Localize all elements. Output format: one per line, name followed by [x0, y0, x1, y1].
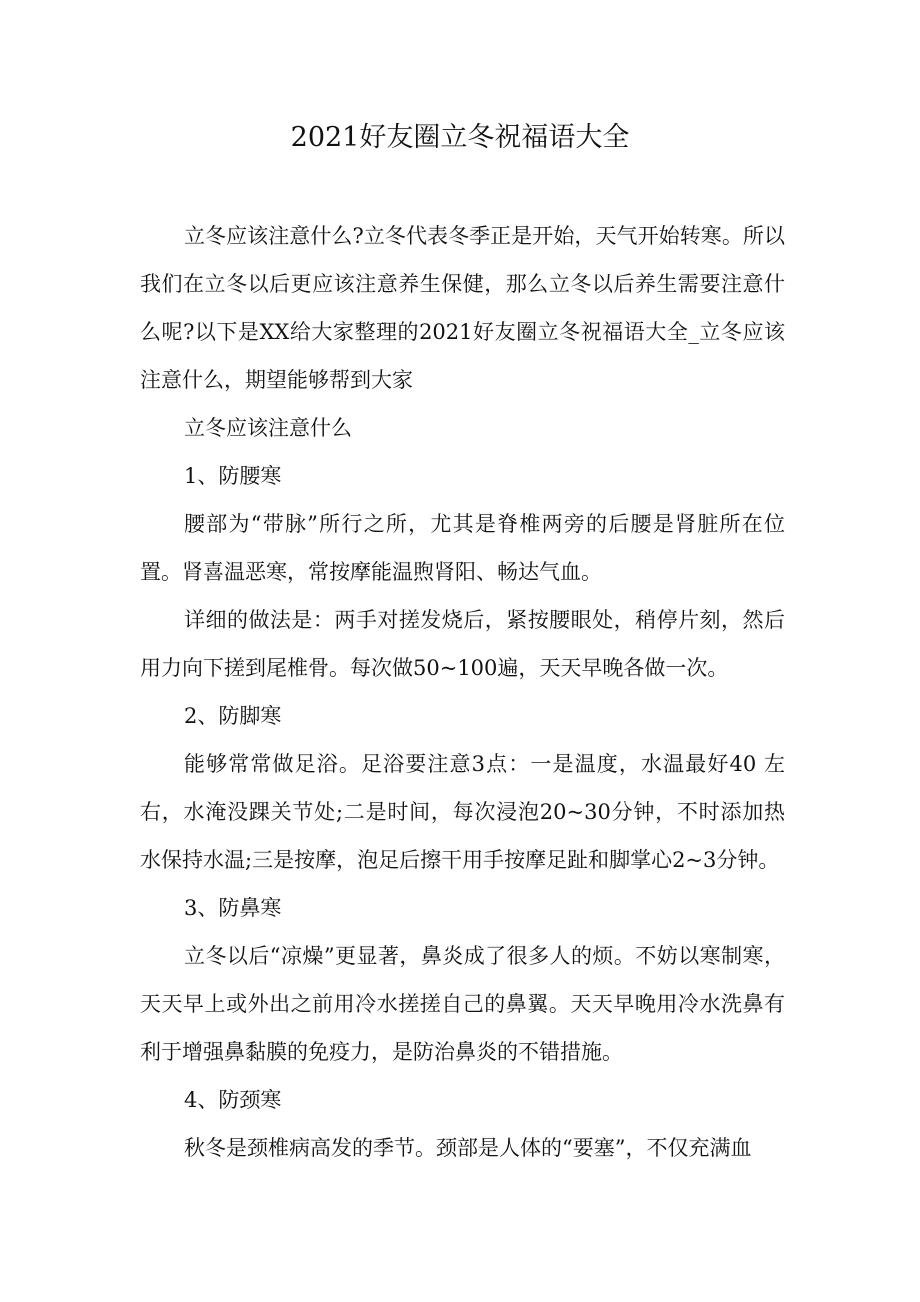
body-paragraph: 秋冬是颈椎病高发的季节。颈部是人体的“要塞”，不仅充满血: [184, 1136, 752, 1160]
body-paragraph: 详细的做法是：两手对搓发烧后，紧按腰眼处，稍停片刻，然后用力向下搓到尾椎骨。每次做50~100遍，天天早晚各做一次。: [140, 608, 785, 680]
body-paragraph: 腰部为“带脉”所行之所，尤其是脊椎两旁的后腰是肾脏所在位置。肾喜温恶寒，常按摩能温煦肾阳、畅达气血。: [140, 512, 785, 584]
document-title: 2021好友圈立冬祝福语大全: [290, 122, 630, 153]
intro-paragraph: 立冬应该注意什么?立冬代表冬季正是开始，天气开始转寒。所以我们在立冬以后更应该注意养生保健，那么立冬以后养生需要注意什么呢?以下是XX给大家整理的2021好友圈立冬祝福语大全_立冬应该注意什么，期望能够帮到大家: [140, 224, 785, 392]
subsection-heading: 1、防腰寒: [184, 464, 282, 488]
subsection-heading: 4、防颈寒: [184, 1088, 282, 1112]
subsection-heading: 3、防鼻寒: [184, 896, 282, 920]
document-body: [140, 212, 785, 1172]
section-heading: 立冬应该注意什么: [184, 416, 352, 440]
subsection-heading: 2、防脚寒: [184, 704, 282, 728]
body-paragraph: 能够常常做足浴。足浴要注意3点：一是温度，水温最好40 左右，水淹没踝关节处;二是时间，每次浸泡20~30分钟，不时添加热水保持水温;三是按摩，泡足后擦干用手按摩足趾和脚掌心2~3分钟。: [140, 752, 785, 872]
body-paragraph: 立冬以后“凉燥”更显著，鼻炎成了很多人的烦。不妨以寒制寒，天天早上或外出之前用冷水搓搓自己的鼻翼。天天早晚用冷水洗鼻有利于增强鼻黏膜的免疫力，是防治鼻炎的不错措施。: [140, 944, 785, 1064]
